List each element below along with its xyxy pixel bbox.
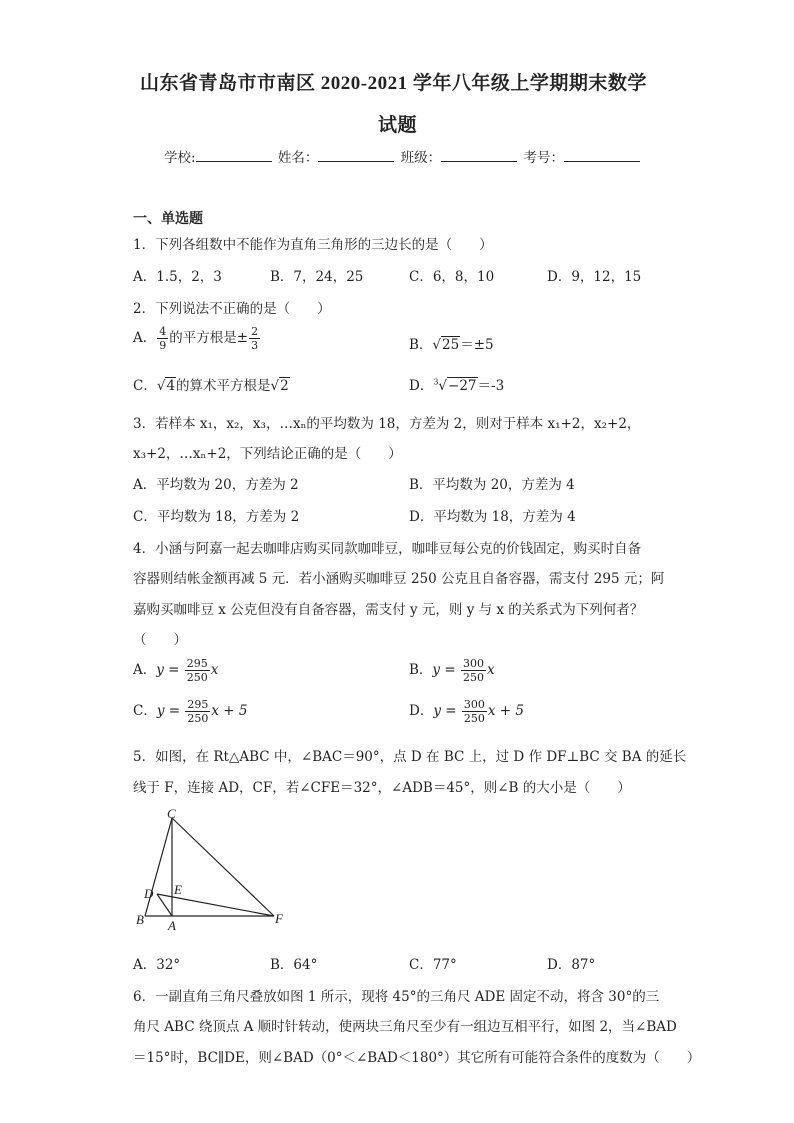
- q4-line2: 容器则结帐金额再减 5 元．若小涵购买咖啡豆 250 公克且自备容器，需支付 295 元；阿: [133, 571, 665, 587]
- label-d: D: [144, 886, 154, 901]
- school-blank[interactable]: [196, 148, 272, 162]
- q3-line2: x₃+2，…xₙ+2，下列结论正确的是（ ）: [133, 446, 402, 462]
- q3-option-d: D．平均数为 18，方差为 4: [409, 509, 576, 525]
- q5-option-a: A．32°: [133, 957, 181, 973]
- segment-bc: [145, 818, 172, 916]
- sqrt-symbol: √2: [270, 378, 289, 394]
- q5-option-b: B．64°: [270, 957, 318, 973]
- q5-line1: 5．如图，在 Rt△ABC 中，∠BAC＝90°，点 D 在 BC 上，过 D 作 DF⊥BC 交 BA 的延长: [133, 749, 687, 765]
- q5-figure: [132, 806, 292, 936]
- label-f: F: [275, 911, 283, 926]
- q2-option-d: D．$^3$√−27＝-3: [409, 377, 505, 394]
- q4-option-d: D．y = $\frac{300}{250}$ x + 5: [409, 698, 524, 725]
- name-label: 姓名：: [277, 150, 319, 166]
- q5-line2: 线于 F，连接 AD，CF，若∠CFE＝32°，∠ADB＝45°，则∠B 的大小是（ ）: [133, 780, 631, 796]
- q2-option-a: A． $\frac{4}{9}$ 的平方根是± $\frac{2}{3}$: [133, 325, 259, 352]
- q6-line1: 6．一副直角三角尺叠放如图 1 所示，现将 45°的三角尺 ADE 固定不动，将含 30°的三: [133, 989, 660, 1005]
- id-label: 考号：: [523, 150, 564, 166]
- q6-line3: ＝15°时，BC∥DE，则∠BAD（0°＜∠BAD＜180°）其它所有可能符合条件的度数为（ ）: [133, 1050, 701, 1066]
- q4-option-c: C．y = $\frac{295}{250}$ x + 5: [133, 698, 248, 725]
- q6-line2: 角尺 ABC 绕顶点 A 顺时针转动，使两块三角尺至少有一组边互相平行，如图 2，当∠BAD: [133, 1019, 677, 1035]
- class-label: 班级：: [400, 150, 442, 166]
- q1-option-b: B．7，24，25: [270, 269, 364, 285]
- sqrt-symbol: √25: [432, 337, 460, 353]
- label-a: A: [168, 918, 176, 933]
- q4-option-a: A．y = $\frac{295}{250}$ x: [133, 657, 219, 684]
- cbrt-symbol: √−27: [438, 378, 477, 394]
- label-c: C: [167, 806, 176, 821]
- segment-cf: [172, 818, 274, 916]
- school-label: 学校:: [164, 150, 196, 166]
- fraction: $\frac{4}{9}$: [159, 325, 167, 352]
- q3-option-c: C．平均数为 18，方差为 2: [133, 509, 300, 525]
- q1-option-c: C．6，8，10: [409, 269, 495, 285]
- q3-option-b: B．平均数为 20，方差为 4: [409, 477, 575, 493]
- q4-line1: 4．小涵与阿嘉一起去咖啡店购买同款咖啡豆，咖啡豆每公克的价钱固定，购买时自备: [133, 541, 642, 557]
- fraction: $\frac{2}{3}$: [251, 325, 259, 352]
- label-e: E: [174, 882, 182, 897]
- id-blank[interactable]: [564, 148, 640, 162]
- q4-line4: （ ）: [133, 632, 187, 648]
- q5-option-d: D．87°: [547, 957, 596, 973]
- q4-line3: 嘉购买咖啡豆 x 公克但没有自备容器，需支付 y 元，则 y 与 x 的关系式为下列何者？: [133, 602, 644, 618]
- q1-option-a: A．1.5，2，3: [133, 269, 222, 285]
- info-fields: [164, 146, 642, 166]
- segment-ad: [157, 894, 172, 916]
- q3-line1: 3．若样本 x₁，x₂，x₃，…xₙ的平均数为 18，方差为 2，则对于样本 x₁+2，x₂+2，: [133, 416, 641, 432]
- q2-stem: 2．下列说法不正确的是（ ）: [133, 301, 331, 317]
- q2-option-c: C．√4的算术平方根是√2: [133, 378, 289, 394]
- q2-option-b: B．√25＝±5: [409, 337, 494, 353]
- q1-stem: 1．下列各组数中不能作为直角三角形的三边长的是（ ）: [133, 237, 493, 253]
- q3-option-a: A．平均数为 20，方差为 2: [133, 477, 299, 493]
- q4-option-b: B．y = $\frac{300}{250}$ x: [409, 657, 495, 684]
- class-blank[interactable]: [441, 148, 517, 162]
- segment-df: [157, 894, 274, 916]
- name-blank[interactable]: [318, 148, 394, 162]
- sqrt-symbol: √4: [156, 378, 176, 394]
- page-title-line2: 试题: [378, 115, 418, 136]
- label-b: B: [136, 912, 144, 927]
- section-heading: 一、单选题: [133, 211, 203, 227]
- q1-option-d: D．9，12，15: [547, 269, 642, 285]
- page-title: 山东省青岛市市南区 2020-2021 学年八年级上学期期末数学: [140, 73, 647, 94]
- q5-option-c: C．77°: [409, 957, 457, 973]
